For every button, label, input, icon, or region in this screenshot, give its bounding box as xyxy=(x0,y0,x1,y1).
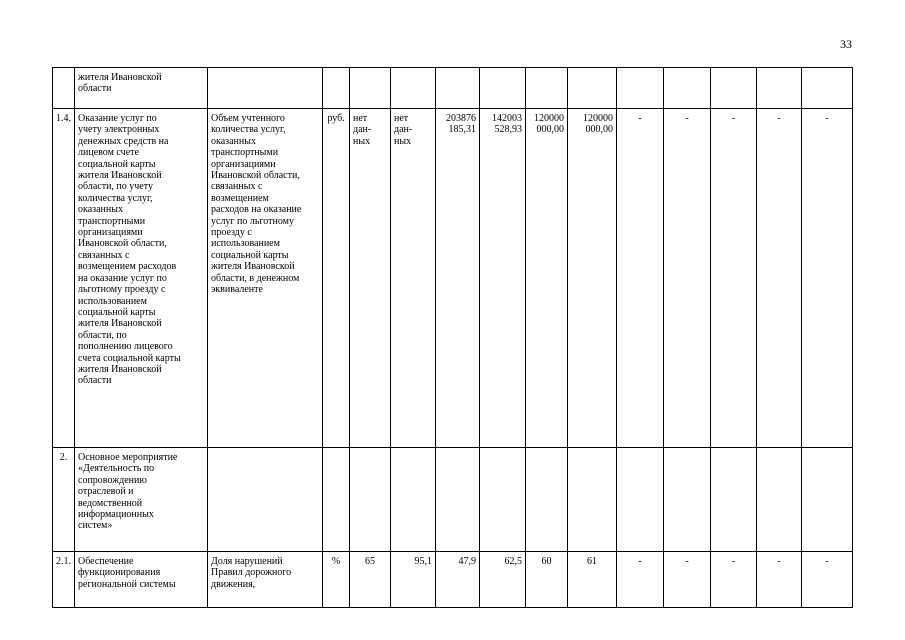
value-cell: 65 xyxy=(350,552,391,608)
activity-name-cell: Основное мероприятие «Деятельность по сопровождению отраслевой и ведомственной информационных систем» xyxy=(75,448,208,552)
dash-cell xyxy=(664,68,711,109)
value-cell xyxy=(436,68,480,109)
dash-cell: - xyxy=(711,109,757,448)
value-cell: 61 xyxy=(568,552,617,608)
dash-cell xyxy=(664,448,711,552)
unit-cell xyxy=(323,448,350,552)
dash-cell: - xyxy=(802,109,853,448)
dash-cell xyxy=(617,68,664,109)
value-cell: 203876 185,31 xyxy=(436,109,480,448)
dash-cell xyxy=(711,448,757,552)
unit-cell xyxy=(323,68,350,109)
dash-cell: - xyxy=(664,552,711,608)
value-cell: 95,1 xyxy=(391,552,436,608)
page-number: 33 xyxy=(840,37,852,51)
activity-name-cell: Обеспечение функционирования региональной системы xyxy=(75,552,208,608)
value-cell: 62,5 xyxy=(480,552,526,608)
dash-cell xyxy=(802,448,853,552)
dash-cell: - xyxy=(757,109,802,448)
table-row xyxy=(53,448,853,552)
dash-cell xyxy=(711,68,757,109)
value-cell xyxy=(391,448,436,552)
table-row xyxy=(53,109,853,448)
value-cell xyxy=(568,68,617,109)
row-number-cell: 2.1. xyxy=(53,552,75,608)
value-cell xyxy=(480,448,526,552)
dash-cell: - xyxy=(617,552,664,608)
indicator-name-cell xyxy=(208,448,323,552)
row-number-cell: 1.4. xyxy=(53,109,75,448)
dash-cell: - xyxy=(711,552,757,608)
indicator-name-cell xyxy=(208,68,323,109)
indicator-name-cell: Объем учтенного количества услуг, оказанных транспортными организациями Ивановской области, связанных с возмещением расходов на оказание услуг по льготному проезду с использованием социальной карты жителя Ивановской области, в денежном эквиваленте xyxy=(208,109,323,448)
dash-cell: - xyxy=(802,552,853,608)
unit-cell: % xyxy=(323,552,350,608)
value-cell: нет дан- ных xyxy=(391,109,436,448)
unit-cell: руб. xyxy=(323,109,350,448)
value-cell xyxy=(350,448,391,552)
value-cell xyxy=(526,448,568,552)
dash-cell: - xyxy=(664,109,711,448)
table-row xyxy=(53,68,853,109)
dash-cell: - xyxy=(757,552,802,608)
indicators-table xyxy=(52,67,853,608)
table-row xyxy=(53,552,853,608)
dash-cell xyxy=(757,68,802,109)
value-cell xyxy=(350,68,391,109)
dash-cell xyxy=(757,448,802,552)
row-number-cell xyxy=(53,68,75,109)
dash-cell xyxy=(802,68,853,109)
value-cell: 47,9 xyxy=(436,552,480,608)
dash-cell xyxy=(617,448,664,552)
value-cell xyxy=(480,68,526,109)
value-cell: 120000 000,00 xyxy=(568,109,617,448)
activity-name-cell: Оказание услуг по учету электронных денежных средств на лицевом счете социальной карты жителя Ивановской области, по учету количества услуг, оказанных транспортными организациями Ивановской области, связанных с возмещением расходов на оказание услуг по льготному проезду с использованием социальной карты жителя Ивановской области, по пополнению лицевого счета социальной карты жителя Ивановской области xyxy=(75,109,208,448)
indicator-name-cell: Доля нарушений Правил дорожного движения, xyxy=(208,552,323,608)
value-cell xyxy=(436,448,480,552)
value-cell: нет дан- ных xyxy=(350,109,391,448)
value-cell: 120000 000,00 xyxy=(526,109,568,448)
value-cell xyxy=(568,448,617,552)
dash-cell: - xyxy=(617,109,664,448)
value-cell xyxy=(391,68,436,109)
value-cell: 142003 528,93 xyxy=(480,109,526,448)
value-cell xyxy=(526,68,568,109)
value-cell: 60 xyxy=(526,552,568,608)
activity-name-cell: жителя Ивановской области xyxy=(75,68,208,109)
row-number-cell: 2. xyxy=(53,448,75,552)
